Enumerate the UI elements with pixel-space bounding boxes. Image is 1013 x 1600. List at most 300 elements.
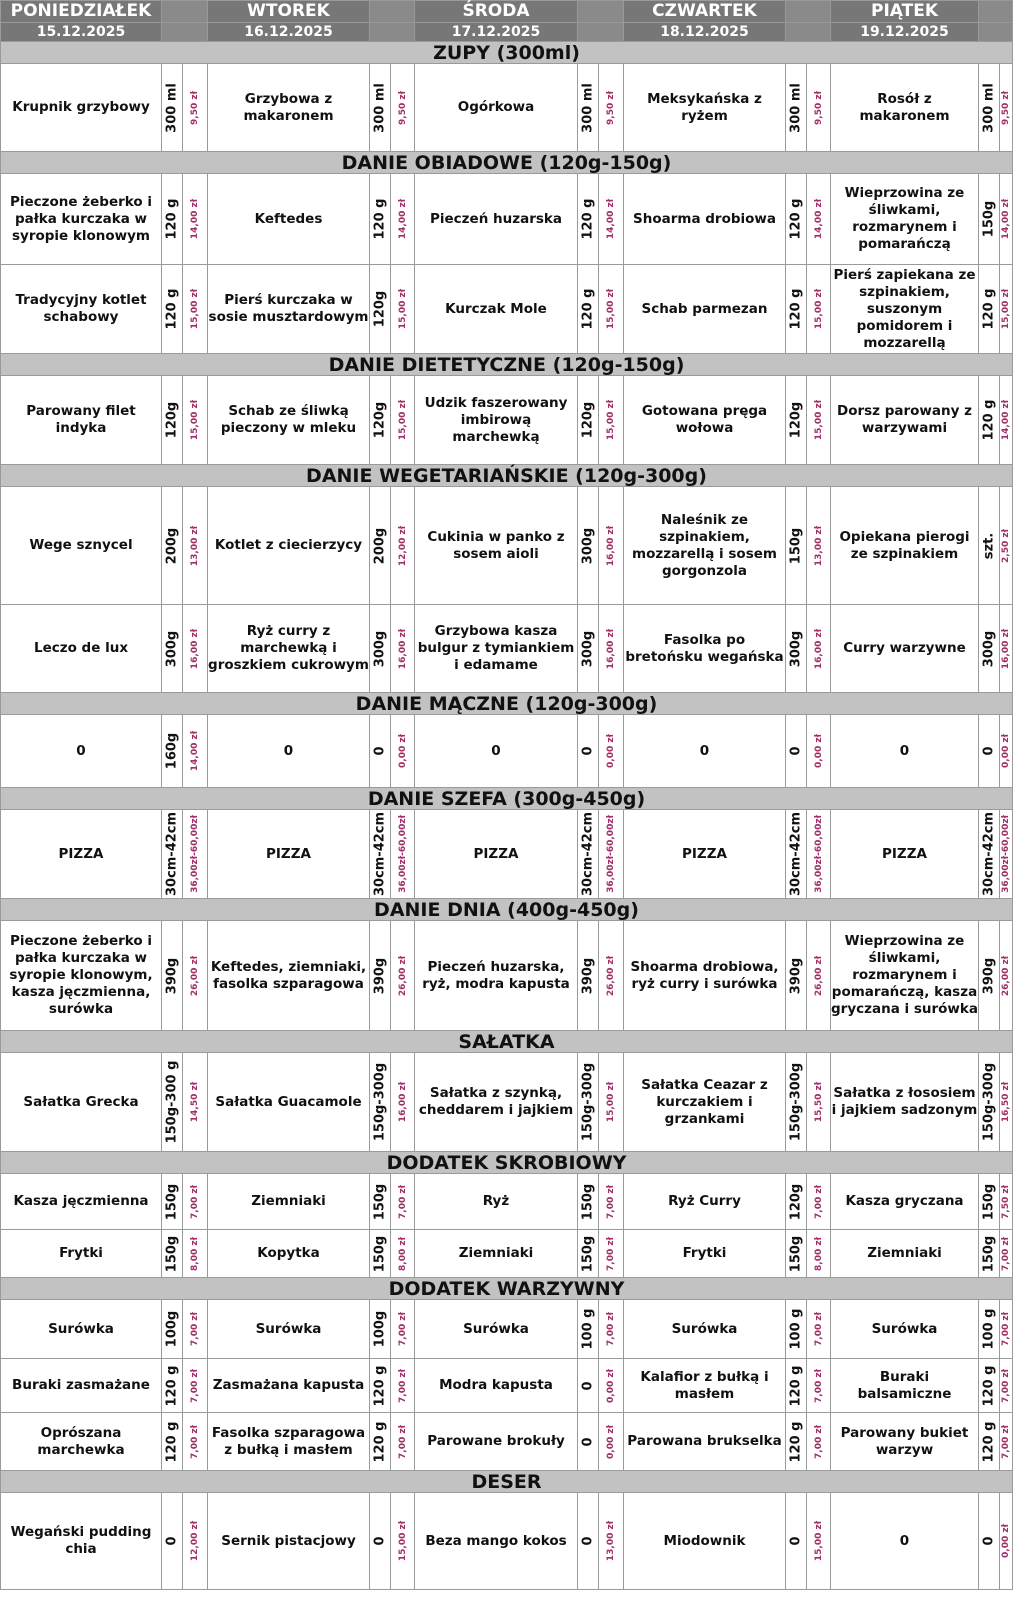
dish-name: Wege sznycel	[1, 487, 162, 605]
portion-size	[370, 1230, 391, 1278]
price	[807, 715, 831, 788]
dish-name: Kasza jęczmienna	[1, 1174, 162, 1230]
dish-name: Ryż Curry	[624, 1174, 786, 1230]
section-title: DANIE DNIA (400g-450g)	[1, 899, 1013, 921]
price	[183, 1300, 208, 1359]
price-text: 15,00 zł	[606, 399, 616, 441]
portion-size	[578, 1300, 599, 1359]
day-name: PIĄTEK	[831, 1, 979, 23]
portion-size-text: 150g-300g	[981, 1062, 997, 1142]
price-text: 36,00zł-60,00zł	[1001, 815, 1011, 893]
portion-size	[979, 487, 1000, 605]
price	[391, 1300, 415, 1359]
section-header-row	[1, 1031, 1013, 1053]
dish-name: Krupnik grzybowy	[1, 64, 162, 152]
portion-size	[370, 1493, 391, 1590]
price-text: 8,00 zł	[397, 1236, 408, 1271]
portion-size-text: 30cm-42cm	[981, 811, 997, 897]
portion-size	[786, 1359, 807, 1413]
price	[183, 487, 208, 605]
dish-name: Parowany bukiet warzyw	[831, 1413, 979, 1471]
portion-size	[979, 810, 1000, 899]
price-text: 7,50 zł	[1001, 1184, 1011, 1219]
price	[1000, 715, 1013, 788]
portion-size	[979, 1300, 1000, 1359]
portion-size-text: 150g	[788, 527, 804, 564]
dish-name: Curry warzywne	[831, 605, 979, 693]
portion-size	[786, 174, 807, 265]
portion-size	[979, 1413, 1000, 1471]
price	[1000, 1300, 1013, 1359]
price-text: 26,00 zł	[1001, 955, 1011, 996]
portion-size	[979, 174, 1000, 265]
price	[183, 715, 208, 788]
dish-name: Surówka	[208, 1300, 370, 1359]
price-text: 9,50 zł	[397, 90, 408, 125]
price-text: 36,00zł-60,00zł	[190, 815, 200, 893]
price	[599, 174, 624, 265]
dish-name: Parowana brukselka	[624, 1413, 786, 1471]
price-text: 26,00 zł	[397, 955, 408, 996]
portion-size	[578, 605, 599, 693]
portion-size-text: 30cm-42cm	[580, 811, 596, 897]
header-spacer	[578, 23, 624, 42]
portion-size	[979, 605, 1000, 693]
price-text: 12,00 zł	[190, 1520, 200, 1562]
dish-name: PIZZA	[208, 810, 370, 899]
portion-size-text: 300g	[981, 630, 997, 667]
section-header-row	[1, 1471, 1013, 1493]
price	[391, 64, 415, 152]
dish-name: Cukinia w panko z sosem aioli	[415, 487, 578, 605]
dish-name: 0	[1, 715, 162, 788]
price-text: 15,00 zł	[190, 288, 200, 330]
price	[599, 1230, 624, 1278]
price	[1000, 1230, 1013, 1278]
portion-size	[786, 921, 807, 1031]
header-spacer	[578, 1, 624, 23]
menu-row	[1, 605, 1013, 693]
portion-size-text: 390g	[372, 957, 388, 994]
section-title: DODATEK WARZYWNY	[1, 1278, 1013, 1300]
price-text: 9,50 zł	[813, 90, 824, 125]
portion-size	[578, 1174, 599, 1230]
price-text: 15,00 zł	[813, 399, 824, 441]
price-text: 16,00 zł	[606, 628, 616, 669]
portion-size	[979, 1493, 1000, 1590]
menu-row	[1, 1493, 1013, 1590]
portion-size-text: 300g	[164, 630, 180, 667]
portion-size-text: 150g	[372, 1235, 388, 1272]
dish-name: Pieczone żeberko i pałka kurczaka w syropie klonowym	[1, 174, 162, 265]
price-text: 7,00 zł	[606, 1236, 616, 1271]
day-name: ŚRODA	[415, 1, 578, 23]
portion-size	[979, 265, 1000, 354]
dish-name: Kalafior z bułką i masłem	[624, 1359, 786, 1413]
price	[599, 810, 624, 899]
day-date: 17.12.2025	[415, 23, 578, 42]
dish-name: PIZZA	[415, 810, 578, 899]
price-text: 36,00zł-60,00zł	[397, 815, 408, 893]
portion-size-text: 120 g	[981, 1421, 997, 1462]
price-text: 15,00 zł	[190, 399, 200, 441]
dish-name: Ziemniaki	[415, 1230, 578, 1278]
portion-size-text: 0	[580, 1536, 596, 1546]
price-text: 15,00 zł	[606, 288, 616, 330]
dish-name: Surówka	[624, 1300, 786, 1359]
price-text: 15,00 zł	[397, 399, 408, 441]
price	[1000, 64, 1013, 152]
section-title: DESER	[1, 1471, 1013, 1493]
section-title: DANIE OBIADOWE (120g-150g)	[1, 152, 1013, 174]
price	[599, 64, 624, 152]
price	[1000, 810, 1013, 899]
price-text: 7,00 zł	[190, 1368, 200, 1403]
portion-size	[578, 810, 599, 899]
price	[391, 487, 415, 605]
price-text: 15,00 zł	[397, 288, 408, 330]
section-header-row	[1, 899, 1013, 921]
portion-size-text: 0	[372, 746, 388, 756]
portion-size	[370, 715, 391, 788]
dish-name: Surówka	[831, 1300, 979, 1359]
section-title: DANIE SZEFA (300g-450g)	[1, 788, 1013, 810]
portion-size-text: 120 g	[372, 1421, 388, 1462]
menu-row	[1, 265, 1013, 354]
dish-name: Kopytka	[208, 1230, 370, 1278]
price-text: 7,00 zł	[1001, 1424, 1011, 1459]
price-text: 7,00 zł	[190, 1424, 200, 1459]
portion-size-text: 0	[372, 1536, 388, 1546]
portion-size	[162, 487, 183, 605]
price	[183, 1493, 208, 1590]
menu-row	[1, 1174, 1013, 1230]
price	[391, 1493, 415, 1590]
dish-name: Wieprzowina ze śliwkami, rozmarynem i pomarańczą	[831, 174, 979, 265]
portion-size-text: 300 ml	[981, 82, 997, 133]
price	[183, 265, 208, 354]
portion-size	[370, 487, 391, 605]
portion-size	[578, 715, 599, 788]
price	[807, 487, 831, 605]
price-text: 0,00 zł	[1001, 1524, 1011, 1558]
price	[807, 376, 831, 465]
portion-size-text: 120 g	[981, 1365, 997, 1406]
price	[599, 265, 624, 354]
price-text: 14,00 zł	[397, 198, 408, 240]
menu-row	[1, 810, 1013, 899]
price	[1000, 1493, 1013, 1590]
dish-name: Sałatka Grecka	[1, 1053, 162, 1152]
section-header-row	[1, 42, 1013, 64]
day-name: PONIEDZIAŁEK	[1, 1, 162, 23]
dish-name: Oprószana marchewka	[1, 1413, 162, 1471]
dish-name: Pierś kurczaka w sosie musztardowym	[208, 265, 370, 354]
portion-size	[578, 1359, 599, 1413]
portion-size	[979, 715, 1000, 788]
portion-size	[578, 376, 599, 465]
price	[599, 1493, 624, 1590]
menu-row	[1, 1413, 1013, 1471]
portion-size	[979, 1230, 1000, 1278]
portion-size	[786, 715, 807, 788]
price	[1000, 265, 1013, 354]
price	[599, 487, 624, 605]
section-header-row	[1, 1278, 1013, 1300]
price-text: 7,00 zł	[1001, 1368, 1011, 1403]
dish-name: Ziemniaki	[208, 1174, 370, 1230]
portion-size	[162, 376, 183, 465]
portion-size-text: 150g-300g	[372, 1062, 388, 1142]
portion-size	[786, 1413, 807, 1471]
price-text: 0,00 zł	[606, 1424, 616, 1459]
price-text: 16,00 zł	[190, 628, 200, 669]
dish-name: Sałatka z łososiem i jajkiem sadzonym	[831, 1053, 979, 1152]
portion-size	[162, 1300, 183, 1359]
dish-name: Kasza gryczana	[831, 1174, 979, 1230]
dish-name: Buraki balsamiczne	[831, 1359, 979, 1413]
dish-name: Parowane brokuły	[415, 1413, 578, 1471]
portion-size	[578, 1413, 599, 1471]
price	[1000, 1053, 1013, 1152]
portion-size	[786, 605, 807, 693]
price-text: 13,00 zł	[190, 525, 200, 566]
price	[807, 1174, 831, 1230]
dish-name: Miodownik	[624, 1493, 786, 1590]
price-text: 36,00zł-60,00zł	[813, 815, 824, 893]
section-header-row	[1, 693, 1013, 715]
portion-size-text: 0	[580, 1436, 596, 1447]
header-spacer	[370, 23, 415, 42]
menu-row	[1, 376, 1013, 465]
portion-size	[786, 64, 807, 152]
portion-size-text: 300 ml	[788, 82, 804, 133]
portion-size-text: 150g-300g	[788, 1062, 804, 1142]
portion-size-text: 120 g	[164, 198, 180, 240]
dish-name: Grzybowa kasza bulgur z tymiankiem i edamame	[415, 605, 578, 693]
portion-size-text: 0	[981, 1536, 997, 1546]
header-spacer	[370, 1, 415, 23]
price-text: 9,50 zł	[1001, 90, 1011, 125]
price-text: 16,00 zł	[813, 628, 824, 669]
price	[807, 810, 831, 899]
price	[391, 715, 415, 788]
price	[183, 1174, 208, 1230]
dish-name: Parowany filet indyka	[1, 376, 162, 465]
portion-size-text: 150g-300 g	[164, 1060, 180, 1144]
price-text: 14,00 zł	[190, 198, 200, 240]
portion-size-text: 390g	[788, 957, 804, 994]
portion-size-text: 120 g	[372, 1365, 388, 1406]
price-text: 13,00 zł	[813, 525, 824, 566]
portion-size-text: 100g	[164, 1310, 180, 1348]
section-header-row	[1, 788, 1013, 810]
price-text: 7,00 zł	[190, 1184, 200, 1219]
price	[807, 64, 831, 152]
portion-size	[162, 1359, 183, 1413]
portion-size	[578, 487, 599, 605]
portion-size	[162, 1413, 183, 1471]
price	[599, 1053, 624, 1152]
dish-name: Opiekana pierogi ze szpinakiem	[831, 487, 979, 605]
portion-size	[162, 64, 183, 152]
portion-size-text: 0	[580, 746, 596, 756]
portion-size	[370, 1174, 391, 1230]
dish-name: Schab parmezan	[624, 265, 786, 354]
dish-name: Surówka	[1, 1300, 162, 1359]
price	[391, 174, 415, 265]
portion-size	[578, 64, 599, 152]
portion-size-text: 30cm-42cm	[372, 811, 388, 897]
portion-size	[162, 1053, 183, 1152]
portion-size-text: 0	[580, 1380, 596, 1391]
header-spacer	[162, 23, 208, 42]
price	[391, 1413, 415, 1471]
portion-size	[979, 921, 1000, 1031]
dish-name: Buraki zasmażane	[1, 1359, 162, 1413]
price	[599, 1174, 624, 1230]
portion-size-text: 120 g	[788, 288, 804, 330]
menu-row	[1, 1053, 1013, 1152]
portion-size-text: 120 g	[788, 1365, 804, 1406]
portion-size	[162, 1230, 183, 1278]
dish-name: Pieczeń huzarska, ryż, modra kapusta	[415, 921, 578, 1031]
portion-size	[370, 1359, 391, 1413]
portion-size	[786, 1300, 807, 1359]
day-date: 18.12.2025	[624, 23, 786, 42]
dish-name: Frytki	[624, 1230, 786, 1278]
price	[183, 810, 208, 899]
portion-size-text: 200g	[372, 527, 388, 564]
price	[1000, 605, 1013, 693]
price	[807, 1053, 831, 1152]
price-text: 7,00 zł	[606, 1184, 616, 1219]
portion-size	[162, 810, 183, 899]
menu-row	[1, 1300, 1013, 1359]
portion-size	[162, 715, 183, 788]
dish-name: Pieczeń huzarska	[415, 174, 578, 265]
portion-size-text: 120g	[164, 401, 180, 439]
portion-size-text: 390g	[981, 957, 997, 994]
price	[183, 1413, 208, 1471]
dish-name: Gotowana pręga wołowa	[624, 376, 786, 465]
portion-size-text: 150g	[372, 1183, 388, 1220]
portion-size-text: 300 ml	[372, 82, 388, 133]
price-text: 7,00 zł	[397, 1424, 408, 1459]
price	[391, 1359, 415, 1413]
portion-size-text: 120 g	[164, 288, 180, 330]
price	[807, 605, 831, 693]
price-text: 7,00 zł	[1001, 1236, 1011, 1271]
dish-name: Tradycyjny kotlet schabowy	[1, 265, 162, 354]
portion-size	[979, 376, 1000, 465]
portion-size-text: 100 g	[580, 1308, 596, 1350]
menu-row	[1, 921, 1013, 1031]
dish-name: Leczo de lux	[1, 605, 162, 693]
dish-name: Sałatka z szynką, cheddarem i jajkiem	[415, 1053, 578, 1152]
menu-row	[1, 1230, 1013, 1278]
portion-size	[370, 605, 391, 693]
portion-size	[370, 810, 391, 899]
price	[807, 1230, 831, 1278]
dish-name: Wieprzowina ze śliwkami, rozmarynem i pomarańczą, kasza gryczana i surówka	[831, 921, 979, 1031]
portion-size	[979, 64, 1000, 152]
price	[391, 605, 415, 693]
portion-size-text: 150g	[580, 1235, 596, 1272]
header-spacer	[786, 1, 831, 23]
price	[391, 921, 415, 1031]
portion-size-text: 390g	[164, 957, 180, 994]
price-text: 0,00 zł	[397, 734, 408, 768]
portion-size-text: 300 ml	[580, 82, 596, 133]
price	[807, 265, 831, 354]
price-text: 26,00 zł	[606, 955, 616, 996]
section-header-row	[1, 1152, 1013, 1174]
portion-size	[370, 1300, 391, 1359]
price-text: 8,00 zł	[190, 1236, 200, 1271]
price-text: 7,00 zł	[397, 1368, 408, 1403]
dish-name: Zasmażana kapusta	[208, 1359, 370, 1413]
header-spacer	[786, 23, 831, 42]
price	[1000, 1359, 1013, 1413]
dish-name: Ziemniaki	[831, 1230, 979, 1278]
portion-size-text: 120g	[580, 401, 596, 439]
dish-name: Shoarma drobiowa, ryż curry i surówka	[624, 921, 786, 1031]
header-spacer	[162, 1, 208, 23]
portion-size-text: 150g	[164, 1235, 180, 1272]
portion-size	[162, 1493, 183, 1590]
dish-name: Beza mango kokos	[415, 1493, 578, 1590]
dish-name: PIZZA	[831, 810, 979, 899]
dish-name: Udzik faszerowany imbirową marchewką	[415, 376, 578, 465]
price	[599, 715, 624, 788]
price-text: 14,00 zł	[813, 198, 824, 240]
portion-size	[162, 921, 183, 1031]
price-text: 13,00 zł	[606, 1520, 616, 1562]
dish-name: Pieczone żeberko i pałka kurczaka w syropie klonowym, kasza jęczmienna, surówka	[1, 921, 162, 1031]
portion-size-text: 120 g	[981, 399, 997, 441]
portion-size-text: 150g	[981, 200, 997, 238]
portion-size	[370, 921, 391, 1031]
price	[1000, 921, 1013, 1031]
portion-size-text: 300g	[372, 630, 388, 667]
header-spacer	[979, 23, 1013, 42]
dish-name: Modra kapusta	[415, 1359, 578, 1413]
price	[391, 1230, 415, 1278]
price-text: 7,00 zł	[813, 1368, 824, 1403]
portion-size-text: 200g	[164, 527, 180, 564]
price-text: 16,50 zł	[1001, 1081, 1011, 1123]
portion-size-text: 150g	[981, 1183, 997, 1220]
dish-name: Rosół z makaronem	[831, 64, 979, 152]
portion-size-text: 120 g	[164, 1365, 180, 1406]
portion-size-text: 150g	[580, 1183, 596, 1220]
price-text: 14,00 zł	[606, 198, 616, 240]
dish-name: Schab ze śliwką pieczony w mleku	[208, 376, 370, 465]
price	[183, 1359, 208, 1413]
price	[183, 174, 208, 265]
portion-size	[578, 921, 599, 1031]
price	[391, 810, 415, 899]
dish-name: Sałatka Ceazar z kurczakiem i grzankami	[624, 1053, 786, 1152]
portion-size-text: 150g	[981, 1235, 997, 1272]
price-text: 15,00 zł	[397, 1520, 408, 1562]
portion-size-text: 120 g	[580, 288, 596, 330]
price-text: 9,50 zł	[190, 90, 200, 125]
dish-name: 0	[831, 1493, 979, 1590]
date-header-row	[1, 23, 1013, 42]
price-text: 7,00 zł	[606, 1312, 616, 1346]
